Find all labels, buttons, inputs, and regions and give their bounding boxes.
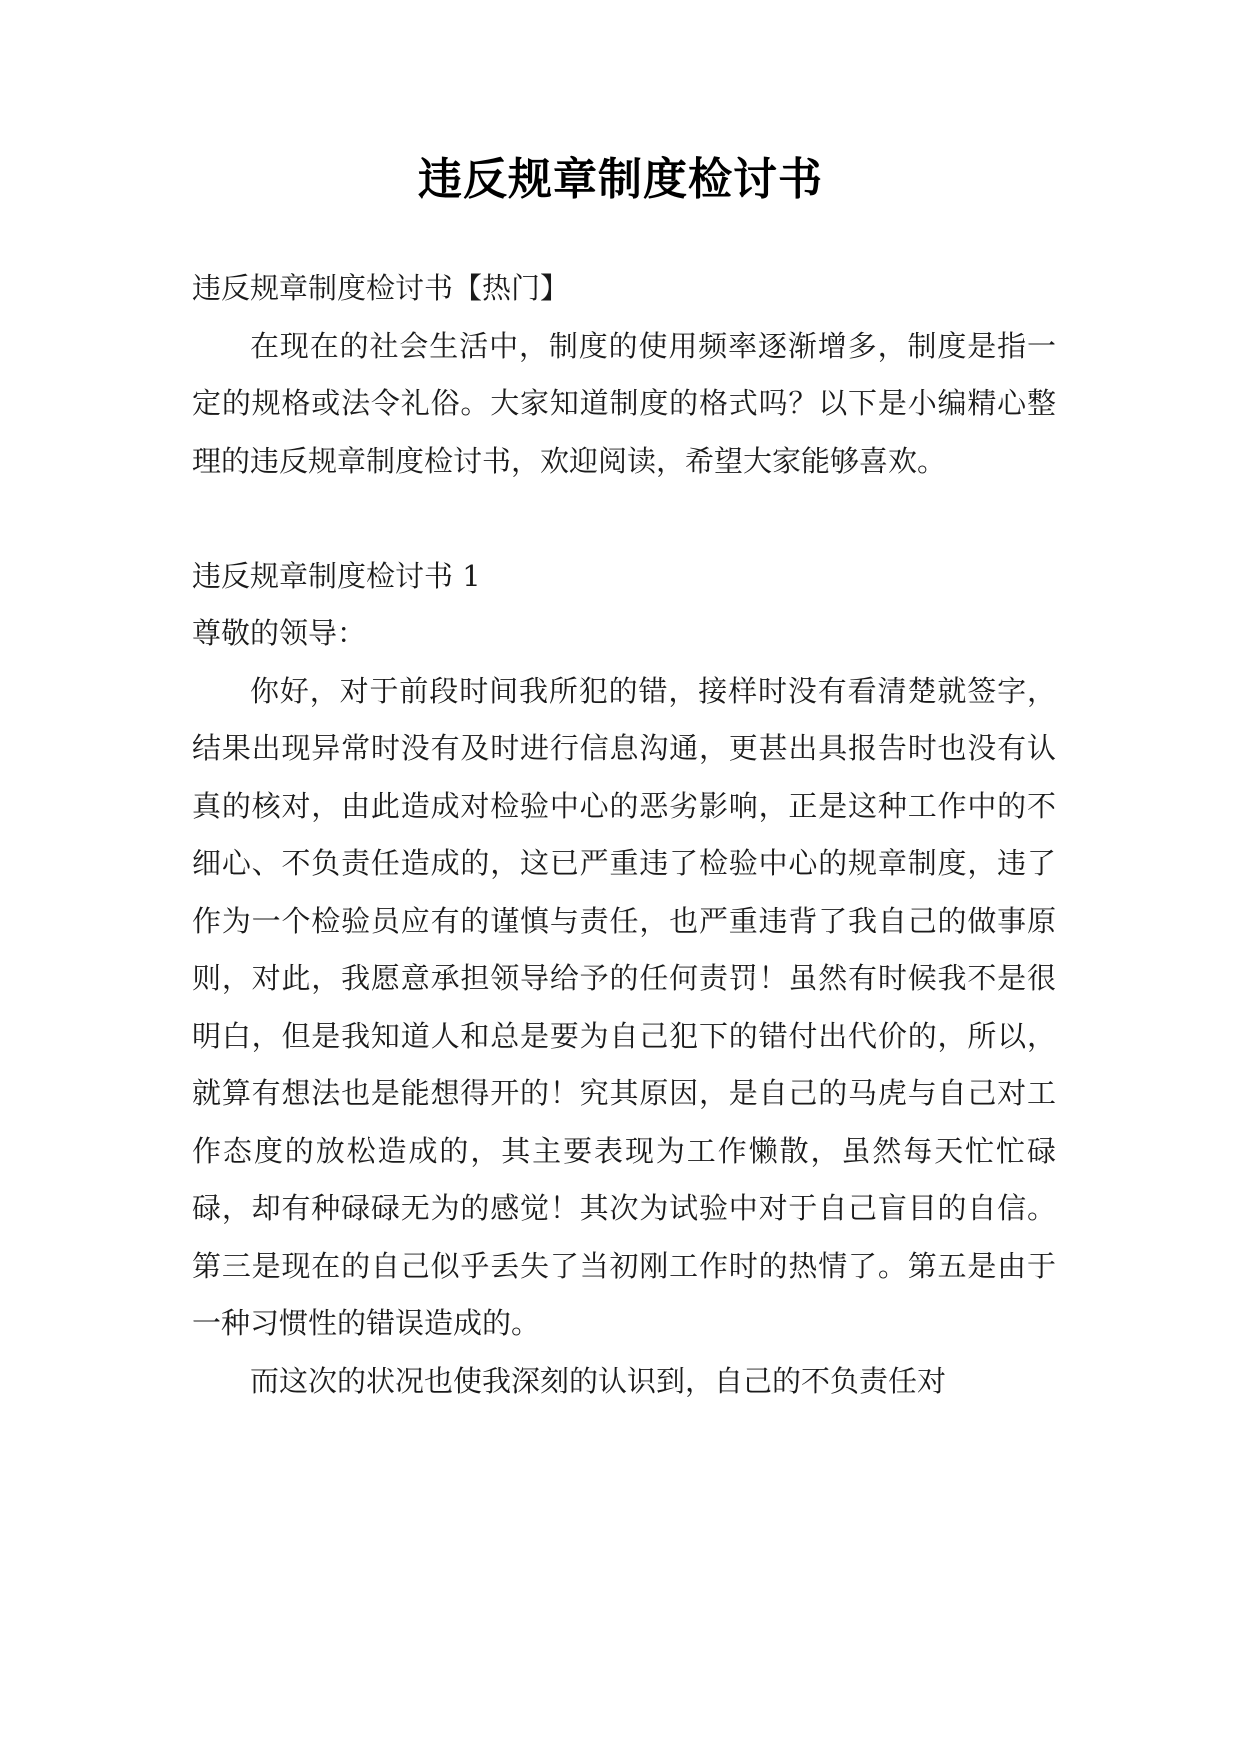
document-subtitle: 违反规章制度检讨书【热门】 bbox=[192, 271, 570, 305]
document-body bbox=[192, 260, 1056, 1410]
salutation: 尊敬的领导： bbox=[192, 616, 367, 650]
document-title: 违反规章制度检讨书 bbox=[418, 154, 823, 205]
section-heading: 违反规章制度检讨书 1 bbox=[192, 558, 481, 593]
body-paragraph-2: 而这次的状况也使我深刻的认识到，自己的不负责任对 bbox=[250, 1363, 947, 1398]
body-paragraph-1: 你好，对于前段时间我所犯的错，接样时没有看清楚就签字，结果出现异常时没有及时进行信息沟通，更甚出具报告时也没有认真的核对，由此造成对检验中心的恶劣影响，正是这种工作中的不细心、不负责任造成的，这已严重违了检验中心的规章制度，违了作为一个检验员应有的谨慎与责任，也严重违背了我自己的做事原则，对此，我愿意承担领导给予的任何责罚！虽然有时候我不是很明白，但是我知道人和总是要为自己犯下的错付出代价的，所以，就算有想法也是能想得开的！究其原因，是自己的马虎与自己对工作态度的放松造成的，其主要表现为工作懒散，虽然每天忙忙碌碌，却有种碌碌无为的感觉！其次为试验中对于自己盲目的自信。第三是现在的自己似乎丢失了当初刚工作时的热情了。第五是由于一种习惯性的错误造成的。 bbox=[192, 673, 1056, 1340]
intro-paragraph: 在现在的社会生活中，制度的使用频率逐渐增多，制度是指一定的规格或法令礼俗。大家知道制度的格式吗？以下是小编精心整理的违反规章制度检讨书，欢迎阅读，希望大家能够喜欢。 bbox=[192, 328, 1056, 478]
paragraph-spacer bbox=[192, 490, 1056, 548]
